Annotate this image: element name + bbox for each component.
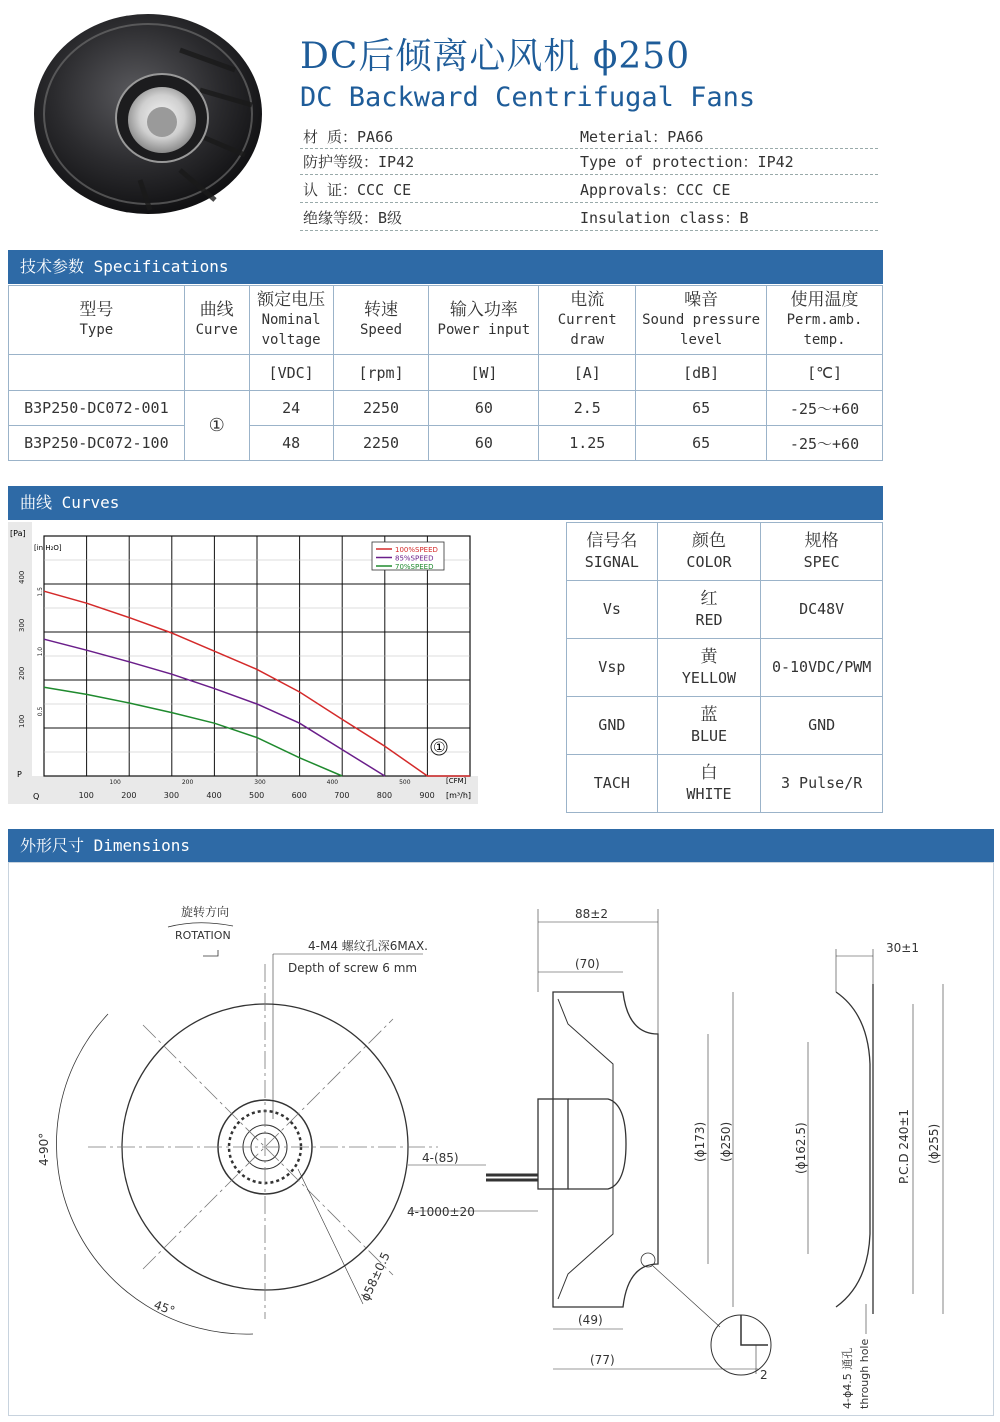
cell-temp: -25～+60	[767, 426, 883, 461]
legend-label: 100%SPEED	[395, 546, 438, 554]
screw-cn-label: 4-M4 螺纹孔深6MAX.	[308, 939, 429, 953]
x-tick-label-m3h: 500	[249, 791, 265, 800]
x-unit-cfm-label: [CFM]	[446, 777, 467, 785]
header-curve: 曲线 Curve	[184, 286, 249, 355]
dim-1000-label: 4-1000±20	[407, 1205, 475, 1219]
x-tick-label-m3h: 300	[163, 791, 180, 800]
table-unit-row	[9, 355, 883, 391]
divider	[300, 148, 878, 149]
signal-row: GND 蓝 BLUE GND	[567, 697, 883, 755]
x-tick-label-m3h: 600	[291, 791, 307, 800]
signal-row: Vsp 黄 YELLOW 0-10VDC/PWM	[567, 639, 883, 697]
x-tick-label-m3h: 100	[78, 791, 94, 800]
rotation-en-label: ROTATION	[175, 929, 231, 942]
y-tick-label-pa: 400	[18, 570, 26, 584]
angle-90-label: 4-90°	[37, 1132, 51, 1166]
header-current: 电流 Current draw	[539, 286, 636, 355]
cell-speed: 2250	[333, 426, 429, 461]
header-temp: 使用温度 Perm.amb. temp.	[767, 286, 883, 355]
x-tick-label-m3h: 900	[419, 791, 435, 800]
phi58-label: ϕ58±0.5	[358, 1249, 393, 1304]
x-tick-label-m3h: 700	[334, 791, 350, 800]
cell-power: 60	[429, 426, 539, 461]
dim-pcd-label: P.C.D 240±1	[897, 1108, 911, 1184]
specifications-table	[8, 285, 883, 461]
cell-noise: 65	[636, 426, 767, 461]
header-noise: 噪音 Sound pressure level	[636, 286, 767, 355]
header-speed: 转速 Speed	[333, 286, 429, 355]
prop-insulation-en: Insulation class：B	[580, 209, 749, 227]
y-tick-label-inh2o: 1.5	[37, 587, 44, 597]
x-unit-m3h-label: [m³/h]	[446, 791, 472, 800]
cell-speed: 2250	[333, 391, 429, 426]
dim-250-label: (ϕ250)	[719, 1121, 733, 1162]
divider	[300, 230, 878, 231]
rotation-cn-label: 旋转方向	[181, 905, 230, 919]
divider	[300, 202, 878, 203]
cell-voltage: 48	[249, 426, 333, 461]
x-tick-label-cfm: 200	[181, 779, 194, 786]
x-tick-label-cfm: 400	[326, 779, 339, 786]
cell-curve: ①	[184, 391, 249, 461]
cell-type: B3P250-DC072-001	[9, 391, 185, 426]
table-row	[9, 391, 883, 426]
x-tick-label-m3h: 200	[121, 791, 137, 800]
y-tick-label-inh2o: 1.0	[37, 646, 44, 657]
unit-current: [A]	[539, 355, 636, 391]
cell-current: 2.5	[539, 391, 636, 426]
unit-voltage: [VDC]	[249, 355, 333, 391]
cell-current: 1.25	[539, 426, 636, 461]
dim-49-label: (49)	[578, 1313, 603, 1327]
unit-temp: [℃]	[767, 355, 883, 391]
x-tick-label-cfm: 500	[399, 779, 411, 786]
x-tick-label-m3h: 800	[376, 791, 393, 800]
dim-173-label: (ϕ173)	[693, 1121, 707, 1162]
y-tick-label-inh2o: 0.5	[37, 706, 44, 717]
cell-temp: -25～+60	[767, 391, 883, 426]
signal-table	[566, 522, 883, 813]
prop-material-en: Meterial：PA66	[580, 128, 704, 146]
fan-product-photo	[30, 10, 270, 220]
divider	[300, 174, 878, 175]
x-tick-label-cfm: 300	[254, 779, 266, 786]
table-row	[9, 426, 883, 461]
title-cn: DC后倾离心风机 ϕ250	[300, 36, 691, 77]
dim-77-label: (77)	[590, 1353, 615, 1367]
cell-noise: 65	[636, 391, 767, 426]
curves-section-title: 曲线 Curves	[8, 486, 883, 520]
dimensions-section-title: 外形尺寸 Dimensions	[8, 829, 994, 863]
p-axis-label: P	[17, 770, 22, 779]
y-unit-inh2o-label: [in H₂O]	[34, 544, 62, 552]
performance-curve-chart	[8, 522, 478, 804]
cell-type: B3P250-DC072-100	[9, 426, 185, 461]
hole-en-label: through hole	[858, 1338, 871, 1409]
unit-noise: [dB]	[636, 355, 767, 391]
legend-label: 85%SPEED	[395, 554, 434, 563]
prop-protection-en: Type of protection：IP42	[580, 153, 794, 171]
dim-255-label: (ϕ255)	[927, 1123, 941, 1164]
unit-speed: [rpm]	[333, 355, 429, 391]
prop-protection-cn: 防护等级：IP42	[303, 153, 415, 171]
cell-power: 60	[429, 391, 539, 426]
y-tick-label-pa: 200	[18, 666, 26, 680]
legend-label: 70%SPEED	[395, 563, 434, 571]
q-axis-label: Q	[33, 792, 40, 801]
dim-85-label: 4-(85)	[422, 1151, 459, 1165]
dim-1625-label: (ϕ162.5)	[794, 1122, 808, 1174]
y-unit-pa-label: [Pa]	[10, 529, 26, 538]
unit-power: [W]	[429, 355, 539, 391]
x-tick-label-cfm: 100	[109, 779, 121, 786]
y-tick-label-pa: 300	[18, 618, 26, 632]
dim-70-label: (70)	[575, 957, 600, 971]
header-power: 输入功率 Power input	[429, 286, 539, 355]
specifications-section-title: 技术参数 Specifications	[8, 250, 883, 284]
cell-voltage: 24	[249, 391, 333, 426]
curve-marker: ①	[433, 740, 446, 756]
table-header-row	[9, 286, 883, 355]
signal-header-row: 信号名 SIGNAL 颜色 COLOR 规格 SPEC	[567, 523, 883, 581]
y-tick-label-pa: 100	[18, 714, 26, 728]
prop-material-cn: 材 质：PA66	[303, 128, 394, 146]
prop-insulation-cn: 绝缘等级：B级	[303, 209, 403, 227]
header-type: 型号 Type	[9, 286, 185, 355]
dimension-drawing	[8, 864, 994, 1414]
screw-en-label: Depth of screw 6 mm	[288, 961, 418, 975]
x-tick-label-m3h: 400	[206, 791, 222, 800]
header-voltage: 额定电压 Nominal voltage	[249, 286, 333, 355]
dim-88-label: 88±2	[575, 907, 608, 921]
title-en: DC Backward Centrifugal Fans	[300, 82, 756, 113]
signal-row: TACH 白 WHITE 3 Pulse/R	[567, 755, 883, 813]
prop-approvals-en: Approvals：CCC CE	[580, 181, 731, 199]
signal-row: Vs 红 RED DC48V	[567, 581, 883, 639]
hole-cn-label: 4-ϕ4.5 通孔	[841, 1347, 854, 1409]
dim-2-label: 2	[760, 1368, 768, 1382]
dim-30-label: 30±1	[886, 941, 919, 955]
prop-approvals-cn: 认 证：CCC CE	[303, 181, 412, 199]
angle-45-label: 45°	[151, 1297, 177, 1319]
